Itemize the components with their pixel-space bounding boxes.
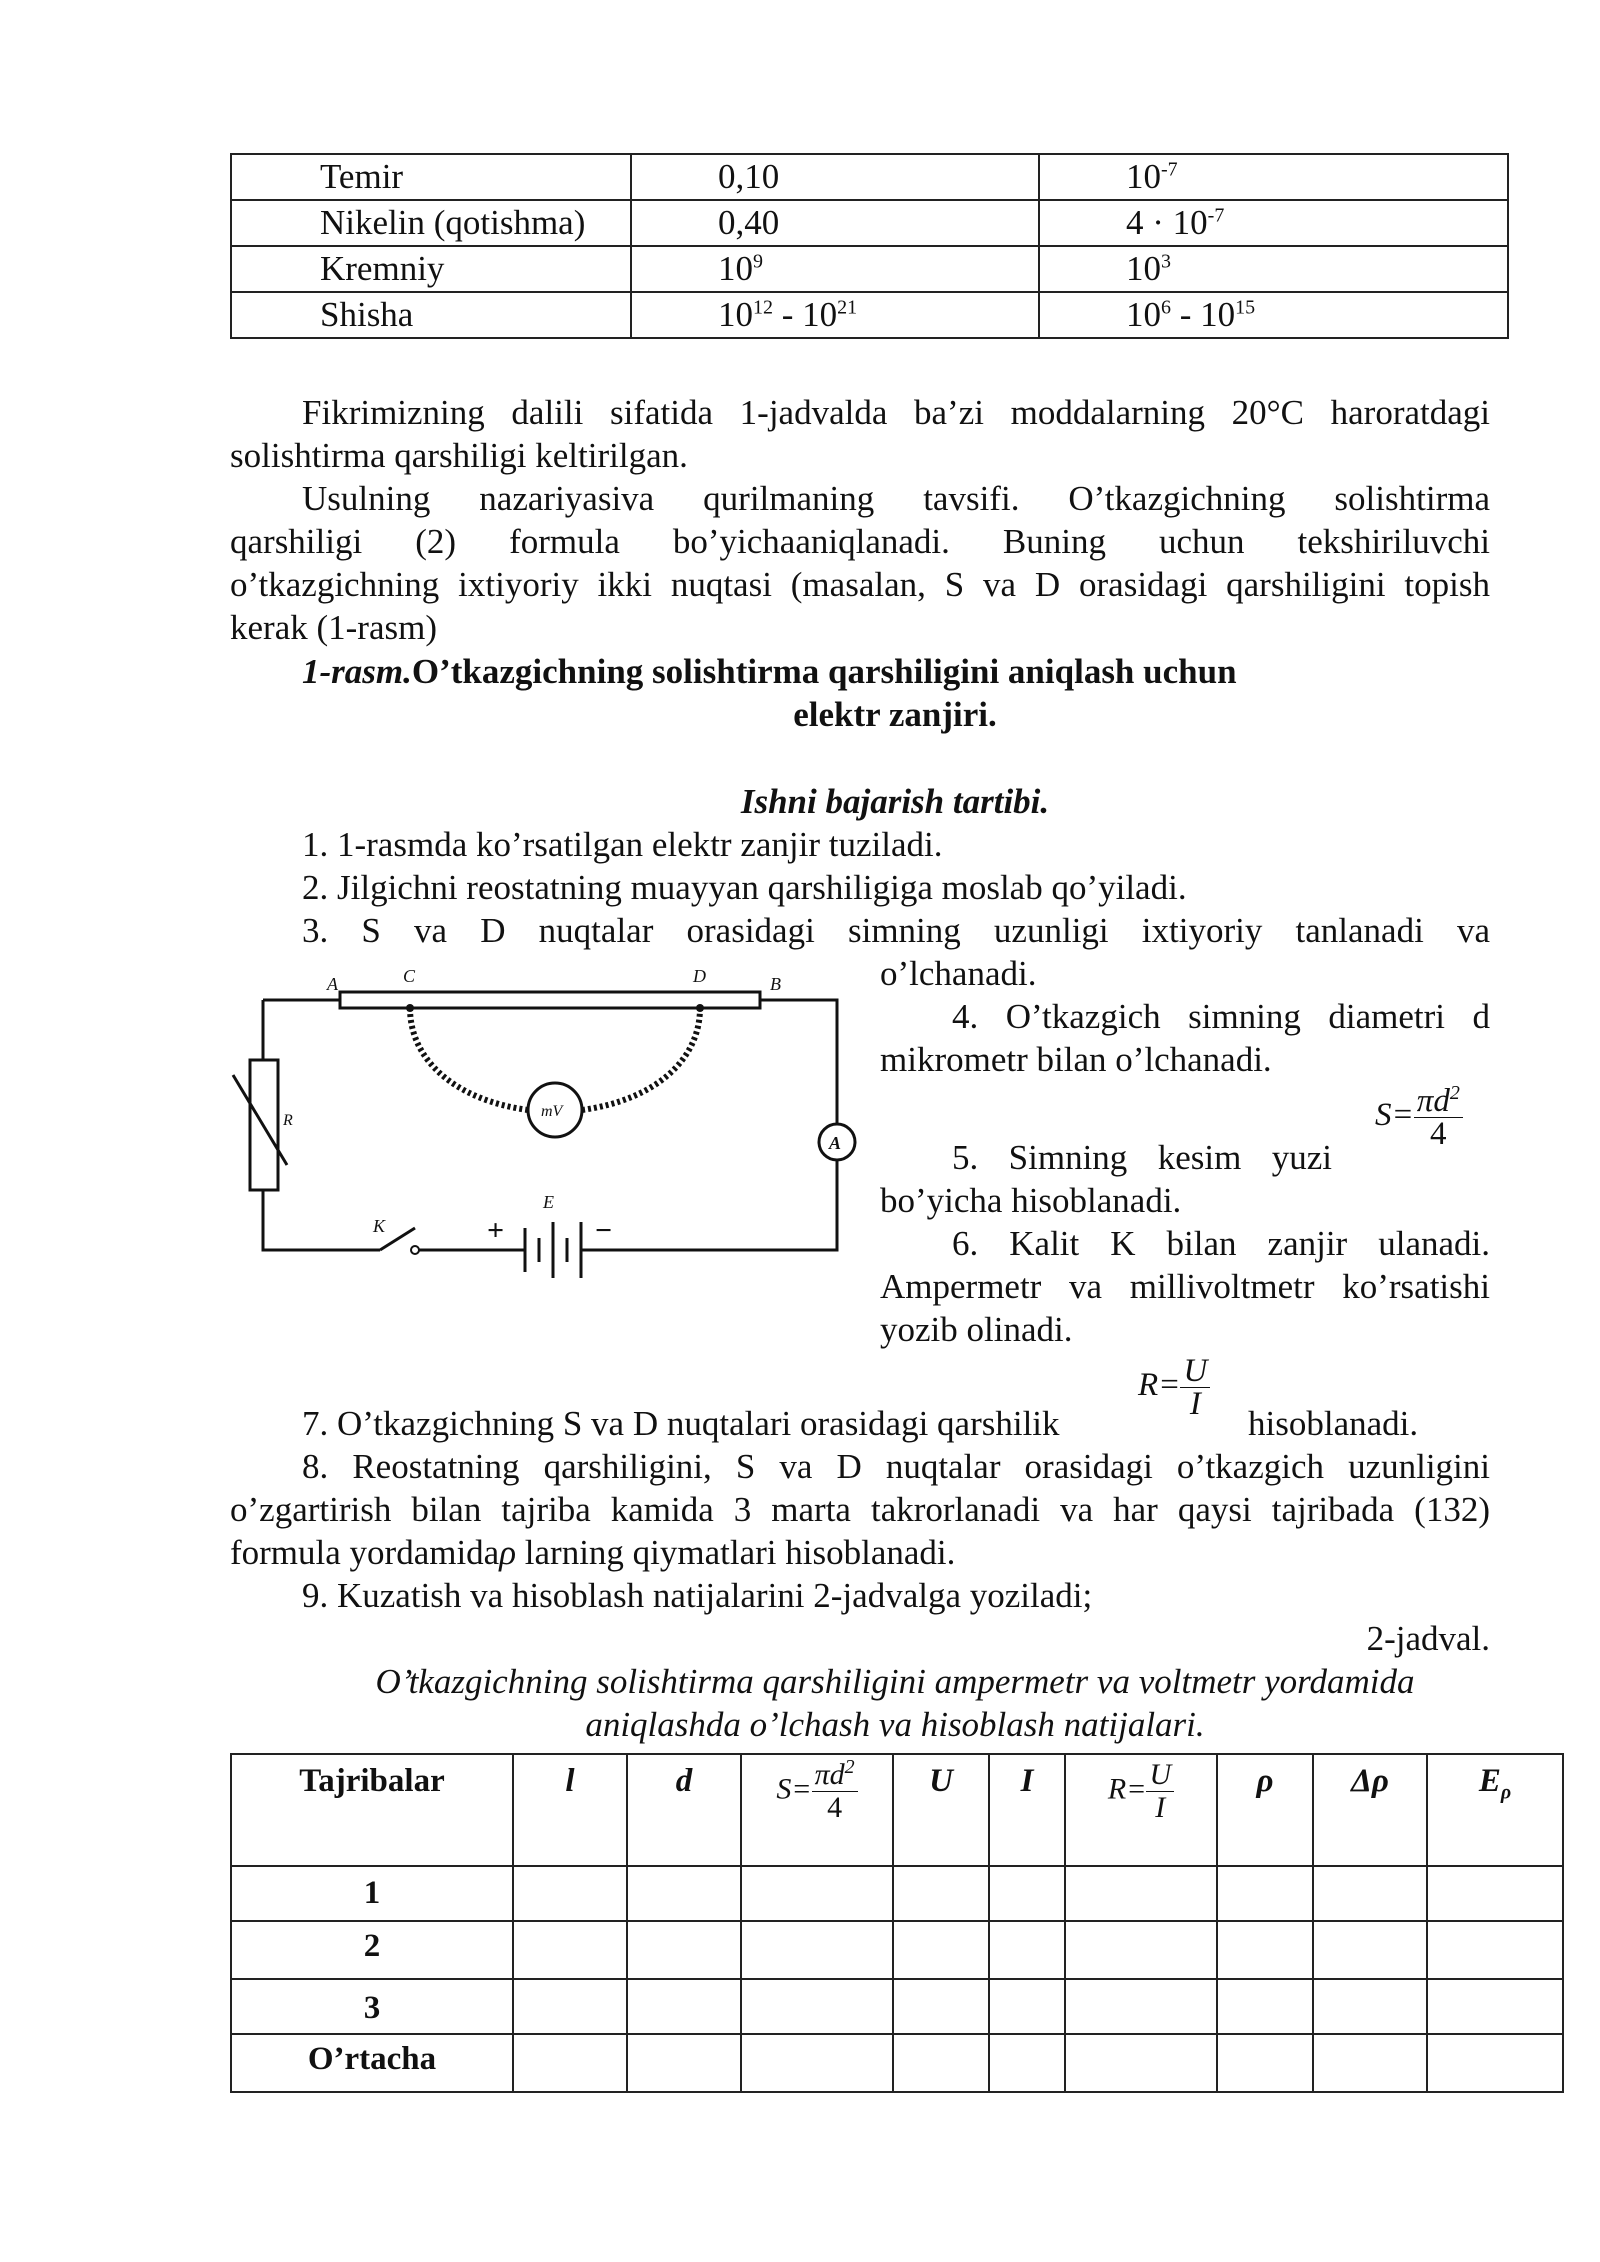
row-label: O’rtacha [231,2034,513,2092]
header-row [231,1754,1563,1866]
step-3: 3. S va D nuqtalar orasidagi simning uzunligi ixtiyoriy tanlanadi va [302,911,1490,950]
right-column-steps [880,952,1490,1081]
procedure-title: Ishni bajarish tartibi. [740,782,1050,821]
table-row [231,292,1508,338]
text-segment: larning qiymatlari hisoblanadi. [516,1533,956,1572]
table-cell [631,292,1039,338]
text-line: 6. Kalit K bilan zanjir ulanadi. [952,1224,1490,1263]
table-cell [631,200,1039,246]
rho-symbol: ρ [499,1533,517,1572]
material-name: Nikelin (qotishma) [320,203,586,242]
table-cell [1039,200,1508,246]
step-1: 1. 1-rasmda ko’rsatilgan elektr zanjir tuziladi. [302,825,943,864]
material-name: Shisha [320,295,414,334]
exponent: 21 [837,296,858,319]
text-line: yozib olinadi. [880,1310,1073,1349]
step-4: 4. O’tkazgich simning diametri d [952,997,1490,1036]
header-cell: I [989,1754,1065,1866]
denominator: I [1189,1386,1201,1422]
header-cell [1427,1754,1563,1866]
resistivity-table [230,153,1509,339]
text-line: 5. Simning kesim yuzi [952,1138,1332,1177]
resistivity-value: 0,40 [718,203,780,242]
table-cell [231,246,631,292]
table-row [231,246,1508,292]
table-row [231,1979,1563,2034]
exponent: 3 [1161,250,1171,273]
step-2: 2. Jilgichni reostatning muayyan qarshiligiga moslab qo’yiladi. [302,868,1187,907]
figure-caption [302,650,1237,693]
label-k: K [373,1216,386,1236]
range-separator: - 10 [773,295,838,334]
header-cell: U [893,1754,989,1866]
label-d: D [693,966,706,986]
text-line: qarshiligi (2) formula bo’yichaaniqlanadi. Buning uchun tekshiriluvchi [230,522,1490,561]
results-table [230,1753,1564,2093]
text-line: mikrometr bilan o’lchanadi. [880,1040,1272,1079]
contact-point [406,1004,414,1012]
step-7-end: hisoblanadi. [1248,1404,1419,1443]
row-label: 3 [231,1979,513,2034]
label-a: A [327,974,338,994]
fraction [1146,1759,1174,1824]
table-row [231,154,1508,200]
figure-title-line2: elektr zanjiri. [793,695,997,734]
coefficient-value: 10 [1126,249,1161,288]
lead-wire [582,1008,700,1110]
formula-lhs: S= [1375,1097,1414,1134]
step-6 [880,1222,1490,1351]
table-cell [631,246,1039,292]
step-7: 7. O’tkazgichning S va D nuqtalari orasidagi qarshilik [302,1404,1060,1443]
denominator: 4 [1430,1116,1447,1152]
row-label: 2 [231,1921,513,1979]
fraction [1180,1355,1210,1420]
material-name: Kremniy [320,249,445,288]
exponent: -7 [1207,204,1225,227]
exponent: -7 [1161,158,1178,181]
table-caption-line2: aniqlashda o’lchash va hisoblash natijalari. [585,1705,1205,1744]
table-caption-line1: O’tkazgichning solishtirma qarshiligini ampermetr va voltmetr yordamida [375,1662,1415,1701]
label-minus: − [595,1214,613,1247]
table-row [231,1866,1563,1921]
formula-lhs: R= [1138,1367,1181,1404]
text-segment: formula yordamida [230,1533,500,1572]
text-line: o’zgartirish bilan tajriba kamida 3 marta takrorlanadi va har qaysi tajribada (132) [230,1490,1490,1529]
battery [515,1222,590,1278]
label-e: E [543,1192,554,1212]
text-line [230,1531,1490,1574]
fraction [812,1756,858,1824]
header-cell: Tajribalar [231,1754,513,1866]
step-5 [880,1136,1490,1222]
exponent: 6 [1161,296,1171,319]
table-cell [231,200,631,246]
coefficient-value: 10 [1126,157,1161,196]
procedure-steps [230,823,1490,952]
text-line: Fikrimizning dalili sifatida 1-jadvalda ba’zi moddalarning 20°C haroratdagi [302,393,1490,432]
row-label: 1 [231,1866,513,1921]
header-cell: Δρ [1313,1754,1427,1866]
exponent: 9 [753,250,763,273]
step-8 [230,1445,1490,1617]
header-cell: ρ [1217,1754,1313,1866]
coefficient-value: 10 [1126,295,1161,334]
key-switch [380,1228,415,1250]
paragraph-method [230,477,1490,649]
label-r: R [283,1112,293,1129]
header-cell: l [513,1754,627,1866]
material-name: Temir [320,157,404,196]
text-line: o’lchanadi. [880,954,1037,993]
exponent: 15 [1235,296,1256,319]
lead-wire [410,1008,528,1110]
coefficient-value: 4 · 10 [1126,203,1208,242]
table-cell [631,154,1039,200]
step-9: 9. Kuzatish va hisoblash natijalarini 2-jadvalga yoziladi; [302,1576,1093,1615]
text-line: solishtirma qarshiligi keltirilgan. [230,436,688,475]
table-cell [231,154,631,200]
text-line: bo’yicha hisoblanadi. [880,1181,1182,1220]
text-line: Usulning nazariyasiva qurilmaning tavsifi. O’tkazgichning solishtirma [302,479,1490,518]
resistivity-value: 0,10 [718,157,780,196]
exponent: 2 [844,1756,855,1778]
key-contact [411,1246,419,1254]
table-cell [1039,246,1508,292]
text-line: 8. Reostatning qarshiligini, S va D nuqtalar orasidagi o’tkazgich uzunligini [302,1447,1490,1486]
formula-lhs: R= [1107,1772,1147,1806]
numerator: πd [814,1758,845,1791]
resistivity-value: 10 [718,295,753,334]
table-cell [1039,292,1508,338]
text-line: o’tkazgichning ixtiyoriy ikki nuqtasi (masalan, S va D orasidagi qarshiligini topish [230,565,1490,604]
text-line: kerak (1-rasm) [230,608,437,647]
label-ammeter: A [829,1133,842,1153]
header-cell: d [627,1754,741,1866]
contact-point [696,1004,704,1012]
text-line: Ampermetr va millivoltmetr ko’rsatishi [880,1267,1490,1306]
label-b: B [770,974,781,994]
exponent: 2 [1449,1082,1460,1104]
range-separator: - 10 [1171,295,1236,334]
header-cell [1065,1754,1217,1866]
table-cell [1039,154,1508,200]
figure-title: O’tkazgichning solishtirma qarshiligini aniqlash uchun [411,652,1237,691]
table-cell [231,292,631,338]
denominator: 4 [827,1791,843,1824]
wire [590,1160,837,1250]
wire [760,1000,837,1125]
table-label: 2-jadval. [1366,1619,1490,1658]
circuit-diagram [225,960,865,1310]
numerator: U [1180,1355,1210,1388]
denominator: I [1155,1791,1166,1824]
figure-label: 1-rasm. [302,652,412,691]
formula-lhs: S= [776,1772,812,1806]
header-text: E [1478,1763,1501,1799]
label-plus: + [487,1214,505,1247]
table-row [231,200,1508,246]
label-c: C [403,966,416,986]
subscript: ρ [1500,1781,1512,1804]
wire [263,1190,380,1250]
table-row [231,1921,1563,1979]
label-mv: mV [541,1103,563,1120]
resistance-formula [1138,1355,1210,1420]
paragraph-intro [230,391,1490,477]
numerator: πd [1416,1083,1450,1119]
exponent: 12 [753,296,773,319]
table-row [231,2034,1563,2092]
header-cell [741,1754,893,1866]
numerator: U [1146,1759,1174,1792]
resistivity-value: 10 [718,249,753,288]
